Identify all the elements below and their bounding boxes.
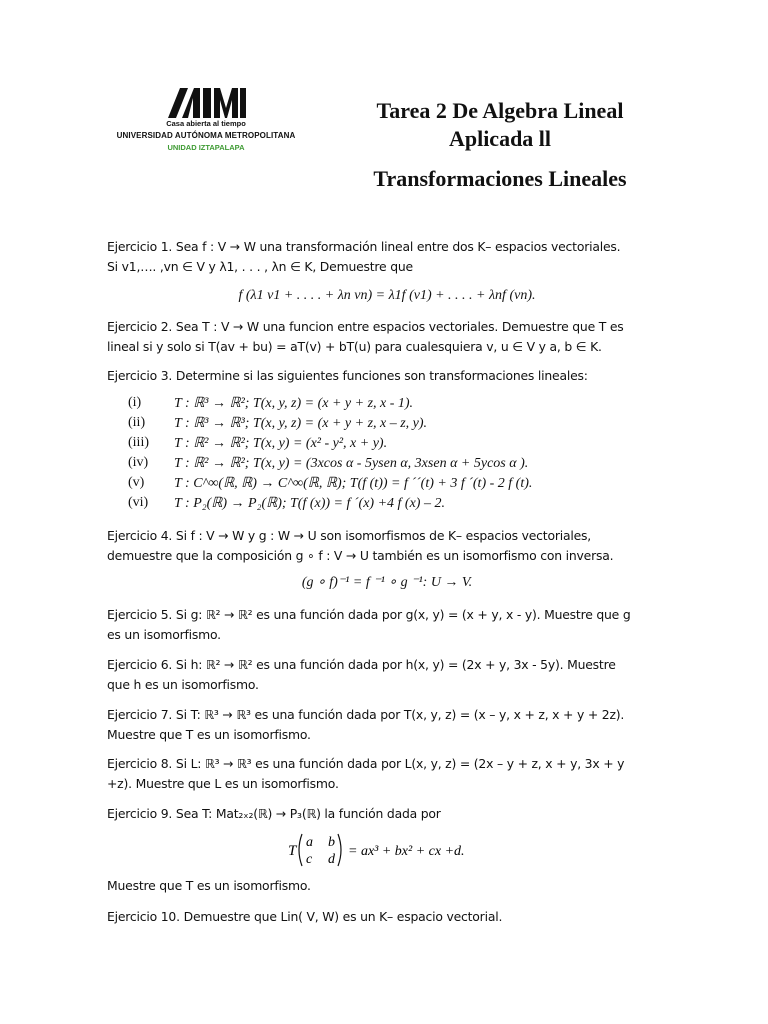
item-text: T : ℝ³ → ℝ²; T(x, y, z) = (x + y + z, x - 1).: [174, 396, 414, 411]
exercise-label: Ejercicio 5.: [107, 607, 173, 622]
exercise-10-line-1: [107, 907, 667, 927]
exercise-3-item: [0, 435, 768, 455]
exercise-text: Si f : V → W y g : W → U son isomorfismos de K– espacios vectoriales,: [175, 528, 592, 543]
exercise-text: Si L: ℝ³ → ℝ³ es una función dada por L(x, y, z) = (2x – y + z, x + y, 3x + y: [175, 756, 625, 771]
exercise-label: Ejercicio 4.: [107, 528, 173, 543]
subtitle: Transformaciones Lineales: [373, 166, 627, 191]
exercise-3: [107, 366, 667, 386]
exercise-text: Sea f : V → W una transformación lineal entre dos K– espacios vectoriales.: [175, 239, 621, 254]
title-line-2: Aplicada ll: [448, 126, 552, 151]
exercise-7-line-1: [107, 705, 667, 725]
exercise-4-line-2: demuestre que la composición g ∘ f : V → U también es un isomorfismo con inversa.: [107, 548, 614, 563]
exercise-6-line-1: [107, 655, 667, 675]
exercise-4: [107, 526, 667, 566]
matrix-d: d: [328, 852, 335, 867]
matrix-b: b: [328, 835, 335, 850]
exercise-label: Ejercicio 3.: [107, 368, 173, 383]
title-line-1: Tarea 2 De Algebra Lineal: [376, 98, 624, 123]
logo-slogan: Casa abierta al tiempo: [166, 119, 246, 128]
exercise-3-item: [0, 475, 768, 495]
exercise-1-line-2: Si v1,…. ,vn ∈ V y λ1, . . . , λn ∈ K, Demuestre que: [107, 259, 413, 274]
item-roman: (ii): [128, 415, 146, 430]
item-roman: (iii): [128, 435, 149, 450]
exercise-1: [107, 237, 667, 277]
exercise-5-line-2: es un isomorfismo.: [107, 627, 221, 642]
exercise-text: Demuestre que Lin( V, W) es un K– espacio vectorial.: [183, 909, 503, 924]
logo-unit: UNIDAD IZTAPALAPA: [167, 143, 245, 152]
exercise-2-line-2: lineal si y solo si T(av + bu) = aT(v) + bT(u) para cualesquiera v, u ∈ V y a, b ∈ K.: [107, 339, 602, 354]
exercise-1-formula: f (λ1 v1 + . . . . + λn vn) = λ1f (v1) + . . . . + λnf (vn).: [238, 288, 536, 303]
matrix-c: c: [306, 852, 313, 867]
exercise-text: Sea T : V → W una funcion entre espacios vectoriales. Demuestre que T es: [175, 319, 624, 334]
uam-logo: [106, 88, 306, 162]
exercise-3-item: [0, 455, 768, 475]
exercise-3-item: [0, 395, 768, 415]
exercise-5-line-1: [107, 605, 667, 625]
exercise-7-line-2: Muestre que T es un isomorfismo.: [107, 727, 311, 742]
item-text: T : ℝ³ → ℝ³; T(x, y, z) = (x + y + z, x – z, y).: [174, 416, 428, 431]
exercise-label: Ejercicio 2.: [107, 319, 173, 334]
item-roman: (vi): [128, 495, 149, 510]
item-text: T : P₂(ℝ) → P₂(ℝ); T(f (x)) = f ´(x) +4 f (x) – 2.: [174, 496, 445, 511]
exercise-3-line-1: [107, 366, 667, 386]
exercise-8: [107, 754, 667, 794]
exercise-9-line-1: [107, 804, 667, 824]
matrix-T: T: [288, 843, 297, 859]
exercise-text: Si h: ℝ² → ℝ² es una función dada por h(x, y) = (2x + y, 3x - 5y). Muestre: [175, 657, 616, 672]
exercise-9: [107, 804, 667, 824]
exercise-5: [107, 605, 667, 645]
uam-logo-icon: [166, 88, 248, 118]
item-roman: (i): [128, 395, 142, 410]
exercise-1-line-1: [107, 237, 667, 257]
exercise-text: Si g: ℝ² → ℝ² es una función dada por g(x, y) = (x + y, x - y). Muestre que g: [175, 607, 631, 622]
right-paren: [338, 834, 341, 866]
item-roman: (v): [128, 475, 145, 490]
exercise-text: Sea T: Mat₂ₓ₂(ℝ) → P₃(ℝ) la función dada por: [175, 806, 441, 821]
exercise-8-line-1: [107, 754, 667, 774]
exercise-label: Ejercicio 1.: [107, 239, 173, 254]
item-text: T : ℝ² → ℝ²; T(x, y) = (x² - y², x + y).: [174, 436, 388, 451]
exercise-label: Ejercicio 6.: [107, 657, 173, 672]
exercise-9-matrix-formula: [288, 830, 488, 875]
exercise-text: Determine si las siguientes funciones son transformaciones lineales:: [175, 368, 588, 383]
exercise-label: Ejercicio 9.: [107, 806, 173, 821]
matrix-rhs: = ax³ + bx² + cx +d.: [348, 844, 465, 859]
exercise-10: [107, 907, 667, 927]
exercise-7: [107, 705, 667, 745]
exercise-2-line-1: [107, 317, 667, 337]
exercise-label: Ejercicio 7.: [107, 707, 173, 722]
logo-university: UNIVERSIDAD AUTÓNOMA METROPOLITANA: [116, 131, 296, 140]
exercise-9-line-2: Muestre que T es un isomorfismo.: [107, 878, 311, 893]
exercise-4-line-1: [107, 526, 667, 546]
item-roman: (iv): [128, 455, 149, 470]
exercise-8-line-2: +z). Muestre que L es un isomorfismo.: [107, 776, 339, 791]
exercise-3-item: [0, 495, 768, 515]
matrix-a: a: [306, 835, 313, 850]
exercise-3-item: [0, 415, 768, 435]
exercise-6-line-2: que h es un isomorfismo.: [107, 677, 259, 692]
exercise-4-formula: (g ∘ f)⁻¹ = f ⁻¹ ∘ g ⁻¹: U → V.: [301, 575, 473, 590]
left-paren: [299, 834, 302, 866]
exercise-label: Ejercicio 10.: [107, 909, 180, 924]
item-text: T : ℝ² → ℝ²; T(x, y) = (3xcos α - 5ysen α, 3xsen α + 5ycos α ).: [174, 456, 529, 471]
exercise-6: [107, 655, 667, 695]
item-text: T : C^∞(ℝ, ℝ) → C^∞(ℝ, ℝ); T(f (t)) = f ´´(t) + 3 f ´(t) - 2 f (t).: [174, 476, 533, 491]
exercise-text: Si T: ℝ³ → ℝ³ es una función dada por T(x, y, z) = (x – y, x + z, x + y + 2z).: [175, 707, 625, 722]
exercise-label: Ejercicio 8.: [107, 756, 173, 771]
exercise-2: [107, 317, 667, 357]
matrix-expression: [288, 830, 488, 870]
